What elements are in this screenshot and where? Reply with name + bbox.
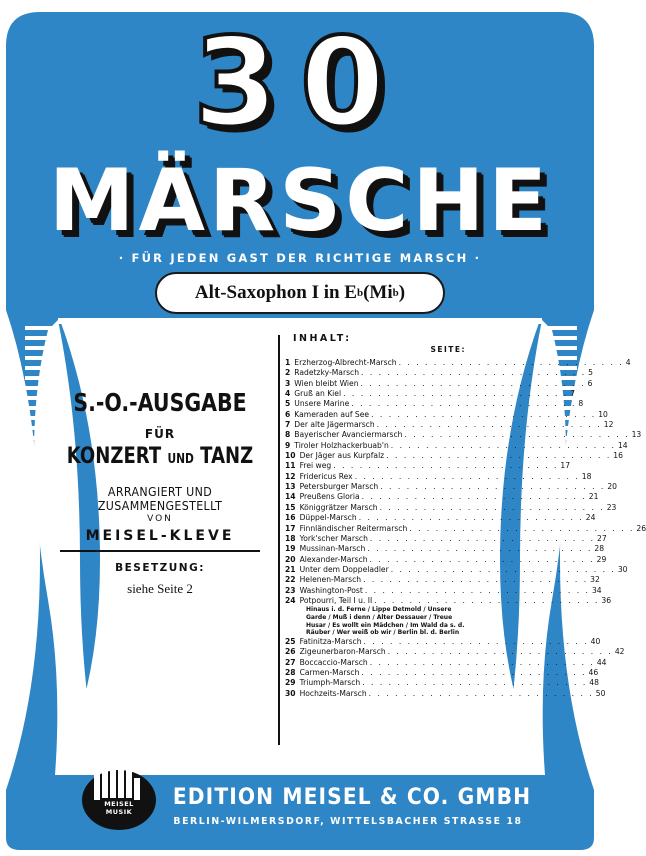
toc-row (285, 688, 606, 699)
toc-leader: . . . . . . . . . . . . . . . . . . . . . . . . . . (371, 409, 597, 419)
toc-number: 11 (285, 461, 296, 471)
toc-leader: . . . . . . . . . . . . . . . . . . . . . . . . . . (398, 358, 624, 367)
toc-title: Der alte Jägermarsch (294, 420, 375, 430)
toc-heading: INHALT: (293, 333, 352, 344)
toc-leader: . . . . . . . . . . . . . . . . . . . . . . . . . . (369, 554, 595, 564)
und-word: UND (167, 452, 194, 467)
logo-line-1: MEISEL (104, 800, 134, 808)
toc-page: 4 (625, 358, 631, 367)
toc-page: 20 (607, 482, 617, 492)
toc-number: 2 (285, 368, 291, 378)
toc-leader: . . . . . . . . . . . . . . . . . . . . . . . . . . (351, 399, 577, 409)
toc-title: Der Jäger aus Kurpfalz (299, 451, 385, 461)
toc-title: Fridericus Rex (299, 471, 353, 481)
toc-number: 22 (285, 575, 296, 585)
toc-title: Boccaccio-Marsch (299, 657, 368, 667)
toc-title: Radetzky-Marsch (294, 368, 360, 378)
toc-row (285, 461, 571, 471)
toc-number: 27 (285, 657, 296, 667)
arranged-line: ARRANGIERT UND ZUSAMMENGESTELLT (97, 485, 223, 513)
toc-row (285, 585, 602, 596)
toc-leader: . . . . . . . . . . . . . . . . . . . . . . . . . . (358, 513, 584, 523)
toc-page: 14 (617, 440, 628, 450)
edition-info (40, 388, 280, 597)
toc-number: 24 (285, 595, 296, 605)
toc-leader: . . . . . . . . . . . . . . . . . . . . . . . . . . (374, 595, 600, 605)
toc-page: 10 (598, 409, 608, 419)
edition-title: S.-O.-AUSGABE (73, 388, 247, 417)
toc-title: Bayerischer Avanciermarsch (294, 430, 403, 440)
toc-row (285, 533, 607, 544)
toc-title: York'scher Marsch (299, 533, 368, 543)
toc-title: Zigeunerbaron-Marsch (299, 647, 386, 657)
logo-line-2: MUSIK (105, 808, 133, 816)
logo-text (90, 800, 148, 816)
toc-row (285, 420, 614, 430)
toc-page: 26 (636, 523, 646, 533)
toc-number: 19 (285, 544, 296, 554)
toc-title: Mussinan-Marsch (299, 544, 366, 554)
toc-row (285, 668, 599, 678)
toc-leader: . . . . . . . . . . . . . . . . . . . . . . . . . . (333, 461, 559, 471)
toc-page: 30 (617, 564, 628, 574)
toc-leader: . . . . . . . . . . . . . . . . . . . . . . . . . . (390, 440, 616, 450)
divider (60, 550, 260, 552)
toc-row (285, 409, 608, 420)
toc-number: 28 (285, 668, 296, 678)
toc-page: 36 (601, 595, 612, 605)
toc-page: 16 (613, 451, 623, 461)
toc-title: Fatinitza-Marsch (299, 637, 362, 647)
toc-leader: . . . . . . . . . . . . . . . . . . . . . . . . . . (363, 575, 589, 585)
toc-title: Frei weg (299, 461, 332, 471)
toc-row (285, 389, 576, 399)
toc-title: Erzherzog-Albrecht-Marsch (294, 358, 397, 367)
toc-page: 5 (588, 368, 593, 378)
toc-title: Preußens Gloria (299, 492, 360, 502)
toc-leader: . . . . . . . . . . . . . . . . . . . . . . . . . . (367, 544, 593, 554)
toc-number: 21 (285, 564, 296, 574)
toc-row (285, 378, 593, 389)
toc-title: Petersburger Marsch (299, 482, 379, 492)
publisher-name: EDITION MEISEL & CO. GMBH (172, 785, 532, 810)
toc-leader: . . . . . . . . . . . . . . . . . . . . . . . . . . (360, 378, 586, 388)
toc-row (285, 595, 612, 606)
toc-page: 12 (603, 420, 614, 430)
toc-row (285, 678, 599, 688)
toc-row (285, 471, 592, 482)
toc-title: Alexander-Marsch (299, 554, 368, 564)
toc-leader: . . . . . . . . . . . . . . . . . . . . . . . . . . (361, 492, 587, 502)
toc-title: Washington-Post (299, 585, 363, 595)
toc-leader: . . . . . . . . . . . . . . . . . . . . . . . . . . (390, 564, 616, 574)
toc-row (285, 554, 607, 565)
toc-number: 6 (285, 409, 291, 419)
toc-title: Triumph-Marsch (299, 678, 361, 688)
toc-page: 28 (594, 544, 605, 554)
toc-number: 13 (285, 482, 296, 492)
toc-row (285, 451, 623, 461)
toc-page: 34 (591, 585, 602, 595)
toc-number: 18 (285, 533, 296, 543)
toc-number: 3 (285, 378, 291, 388)
toc-page: 24 (585, 513, 596, 523)
instrument-name: Alt-Saxophon I in E (194, 282, 357, 303)
toc-page: 18 (581, 471, 592, 481)
toc-title: Düppel-Marsch (299, 513, 357, 523)
toc-divider (278, 335, 280, 745)
toc-row (285, 368, 593, 378)
toc-leader: . . . . . . . . . . . . . . . . . . . . . . . . . . (363, 637, 589, 647)
flat-superscript-2: b (392, 287, 399, 299)
toc-title: Potpourri, Teil I u. II (299, 595, 373, 605)
toc-note: Hinaus i. d. Ferne / Lippe Detmold / Unsere Garde / Muß i denn / Alter Dessauer / Treue Husar / Es wollt ein Mädchen / Im Wald da s. d. Räuber / Wer weiß ob wir / Berlin bl. d. Berlin (306, 606, 465, 637)
von-line: VON (147, 514, 173, 524)
edition-konzert-tanz (62, 444, 259, 469)
toc-number: 7 (285, 420, 291, 430)
toc-page: 42 (614, 647, 625, 657)
toc-page: 23 (606, 502, 617, 512)
toc-title: Unter dem Doppeladler (299, 564, 389, 574)
toc-title: Unsere Marine (294, 399, 350, 409)
toc-row (285, 513, 596, 523)
toc-leader: . . . . . . . . . . . . . . . . . . . . . . . . . . (404, 430, 630, 440)
toc-row (285, 657, 607, 668)
toc-leader: . . . . . . . . . . . . . . . . . . . . . . . . . . (361, 668, 587, 678)
toc-leader: . . . . . . . . . . . . . . . . . . . . . . . . . . (409, 523, 635, 533)
toc-page: 46 (588, 668, 599, 678)
toc-page: 50 (595, 688, 606, 698)
toc-number: 29 (285, 678, 296, 688)
toc-page: 48 (589, 678, 599, 688)
instrument-end: ) (398, 282, 406, 303)
toc-page: 29 (596, 554, 607, 564)
toc-page: 44 (596, 657, 607, 667)
toc-row (285, 482, 617, 492)
toc-number: 30 (285, 688, 296, 698)
toc-row (285, 637, 601, 647)
toc-page: 6 (587, 378, 593, 388)
toc-number: 26 (285, 647, 296, 657)
toc-row (285, 575, 600, 585)
toc-number: 14 (285, 492, 296, 502)
tanz-word: TANZ (200, 444, 254, 469)
flat-superscript: b (356, 287, 364, 299)
besetzung-ref: siehe Seite 2 (127, 580, 193, 596)
toc-leader: . . . . . . . . . . . . . . . . . . . . . . . . . . (380, 482, 606, 492)
toc-number: 5 (285, 399, 291, 409)
toc-leader: . . . . . . . . . . . . . . . . . . . . . . . . . . (376, 420, 602, 430)
toc-leader: . . . . . . . . . . . . . . . . . . . . . . . . . . (362, 678, 588, 688)
toc-title: Carmen-Marsch (299, 668, 360, 678)
toc-page: 7 (570, 389, 576, 399)
toc-number: 20 (285, 554, 296, 564)
toc-leader: . . . . . . . . . . . . . . . . . . . . . . . . . . (379, 502, 605, 512)
toc-leader: . . . . . . . . . . . . . . . . . . . . . . . . . . (387, 647, 613, 657)
toc-title: Königgrätzer Marsch (299, 502, 378, 512)
toc-leader: . . . . . . . . . . . . . . . . . . . . . . . . . . (368, 688, 594, 698)
toc-page: 21 (588, 492, 599, 502)
toc-list (285, 358, 646, 699)
toc-number: 9 (285, 440, 291, 450)
toc-number: 15 (285, 502, 296, 512)
instrument-mid: (Mi (363, 282, 393, 303)
cover-number: 30 (193, 12, 407, 154)
toc-number: 4 (285, 389, 291, 399)
toc-row (285, 492, 599, 502)
toc-number: 12 (285, 471, 296, 481)
toc-page: 27 (597, 533, 607, 543)
toc-leader: . . . . . . . . . . . . . . . . . . . . . . . . . . (369, 657, 595, 667)
toc-row (285, 523, 646, 534)
toc-row (285, 564, 628, 575)
besetzung-label: BESETZUNG: (115, 561, 205, 574)
toc-leader: . . . . . . . . . . . . . . . . . . . . . . . . . . (364, 585, 590, 595)
toc-leader: . . . . . . . . . . . . . . . . . . . . . . . . . . (369, 533, 595, 543)
cover-title: MÄRSCHE (48, 151, 552, 251)
toc-number: 23 (285, 585, 296, 595)
toc-page: 32 (590, 575, 600, 585)
toc-title: Wien bleibt Wien (294, 378, 359, 388)
toc-leader: . . . . . . . . . . . . . . . . . . . . . . . . . . (386, 451, 612, 461)
toc-title: Finnländischer Reitermarsch (299, 523, 408, 533)
toc-row (285, 399, 584, 409)
toc-row (285, 544, 605, 554)
toc-row (285, 440, 628, 451)
toc-page: 40 (590, 637, 601, 647)
toc-leader: . . . . . . . . . . . . . . . . . . . . . . . . . . (343, 389, 569, 399)
publisher-address: BERLIN-WILMERSDORF, WITTELSBACHER STRASSE 18 (173, 816, 523, 827)
instrument-label (155, 272, 445, 314)
toc-leader: . . . . . . . . . . . . . . . . . . . . . . . . . . (354, 471, 580, 481)
edition-fuer: FÜR (144, 427, 176, 441)
toc-number: 25 (285, 637, 296, 647)
toc-row (285, 647, 625, 657)
toc-row (285, 502, 617, 513)
toc-number: 1 (285, 358, 291, 367)
toc-title: Kameraden auf See (294, 409, 370, 419)
konzert-word: KONZERT (66, 444, 162, 469)
toc-title: Helenen-Marsch (299, 575, 362, 585)
toc-page: 8 (578, 399, 584, 409)
toc-page-header: SEITE: (430, 345, 466, 354)
toc-page: 13 (631, 430, 642, 440)
toc-title: Tiroler Holzhackerbuab'n (294, 440, 389, 450)
toc-number: 10 (285, 451, 296, 461)
toc-row (285, 430, 642, 440)
arranger-name: MEISEL-KLEVE (85, 528, 235, 544)
toc-title: Gruß an Kiel (294, 389, 342, 399)
toc-number: 8 (285, 430, 291, 440)
toc-row (285, 358, 631, 368)
toc-leader: . . . . . . . . . . . . . . . . . . . . . . . . . . (361, 368, 587, 378)
toc-number: 17 (285, 523, 296, 533)
toc-title: Hochzeits-Marsch (299, 688, 367, 698)
toc-number: 16 (285, 513, 296, 523)
toc-page: 17 (560, 461, 571, 471)
cover-subtitle: · FÜR JEDEN GAST DER RICHTIGE MARSCH · (118, 251, 482, 265)
